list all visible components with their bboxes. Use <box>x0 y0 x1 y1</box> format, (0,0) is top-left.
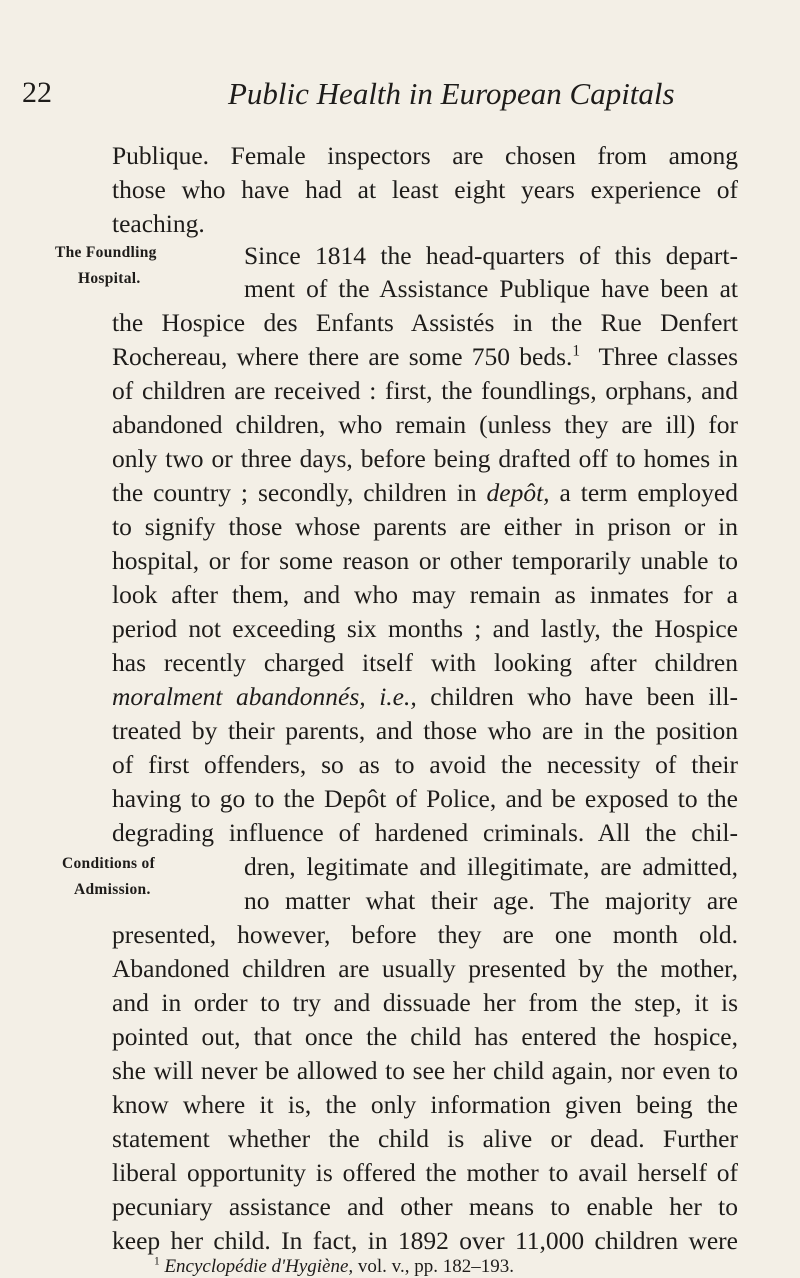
footnote-marker: 1 <box>572 342 581 360</box>
text-line: teaching. <box>112 209 205 238</box>
line-segment: a term employed <box>549 478 738 507</box>
page-number: 22 <box>22 76 52 109</box>
text-line: degrading influence of hardened criminals. All the chil- <box>112 818 738 847</box>
text-line: look after them, and who may remain as inmates for a <box>112 580 738 609</box>
text-line: statement whether the child is alive or dead. Further <box>112 1124 738 1153</box>
line-segment: Rochereau, where there are some 750 beds. <box>112 342 573 371</box>
text-line <box>112 680 738 714</box>
line-segment: the country ; secondly, children in <box>112 478 487 507</box>
italic-term: depôt, <box>486 478 550 507</box>
margin-note-conditions-2: Admission. <box>74 881 151 898</box>
text-line: pointed out, that once the child has entered the hospice, <box>112 1022 738 1051</box>
text-line: Abandoned children are usually presented by the mother, <box>112 954 738 983</box>
text-line: keep her child. In fact, in 1892 over 11,000 children were <box>112 1226 738 1255</box>
text-line: she will never be allowed to see her child again, nor even to <box>112 1056 738 1085</box>
footnote-title: Encyclopédie d'Hygiène, <box>164 1256 354 1277</box>
text-line: dren, legitimate and illegitimate, are admitted, <box>244 852 738 881</box>
text-line <box>112 340 738 374</box>
text-line: the Hospice des Enfants Assistés in the Rue Denfert <box>112 308 738 337</box>
line-segment: Three classes <box>598 342 738 371</box>
margin-note-foundling-2: Hospital. <box>78 270 141 287</box>
italic-term: moralment abandonnés, i.e., <box>112 682 417 711</box>
text-line: to signify those whose parents are either in prison or in <box>112 512 738 541</box>
text-line: Since 1814 the head-quarters of this depart- <box>244 241 738 270</box>
text-line: hospital, or for some reason or other temporarily unable to <box>112 546 738 575</box>
text-line <box>112 476 738 510</box>
text-line: know where it is, the only information given being the <box>112 1090 738 1119</box>
text-line: abandoned children, who remain (unless they are ill) for <box>112 410 738 439</box>
text-line: pecuniary assistance and other means to enable her to <box>112 1192 738 1221</box>
text-line: those who have had at least eight years experience of <box>112 175 738 204</box>
footnote <box>154 1256 514 1278</box>
text-line: period not exceeding six months ; and lastly, the Hospice <box>112 614 738 643</box>
text-line: no matter what their age. The majority are <box>244 886 738 915</box>
text-line: presented, however, before they are one month old. <box>112 920 738 949</box>
text-line: only two or three days, before being drafted off to homes in <box>112 444 738 473</box>
text-line: has recently charged itself with looking after children <box>112 648 738 677</box>
footnote-number: 1 <box>154 1255 160 1268</box>
running-title: Public Health in European Capitals <box>228 76 675 111</box>
text-line: treated by their parents, and those who are in the position <box>112 716 738 745</box>
line-segment: children who have been ill- <box>416 682 738 711</box>
margin-note-conditions-1: Conditions of <box>62 855 156 872</box>
text-line: ment of the Assistance Publique have been at <box>244 274 738 303</box>
text-line: and in order to try and dissuade her from the step, it is <box>112 988 738 1017</box>
text-line: of children are received : first, the foundlings, orphans, and <box>112 376 738 405</box>
text-line: having to go to the Depôt of Police, and be exposed to the <box>112 784 738 813</box>
margin-note-foundling-1: The Foundling <box>55 244 157 261</box>
text-line: of first offenders, so as to avoid the necessity of their <box>112 750 738 779</box>
text-line: Publique. Female inspectors are chosen from among <box>112 141 738 170</box>
footnote-text: vol. v., pp. 182–193. <box>353 1256 514 1277</box>
text-line: liberal opportunity is offered the mother to avail herself of <box>112 1158 738 1187</box>
